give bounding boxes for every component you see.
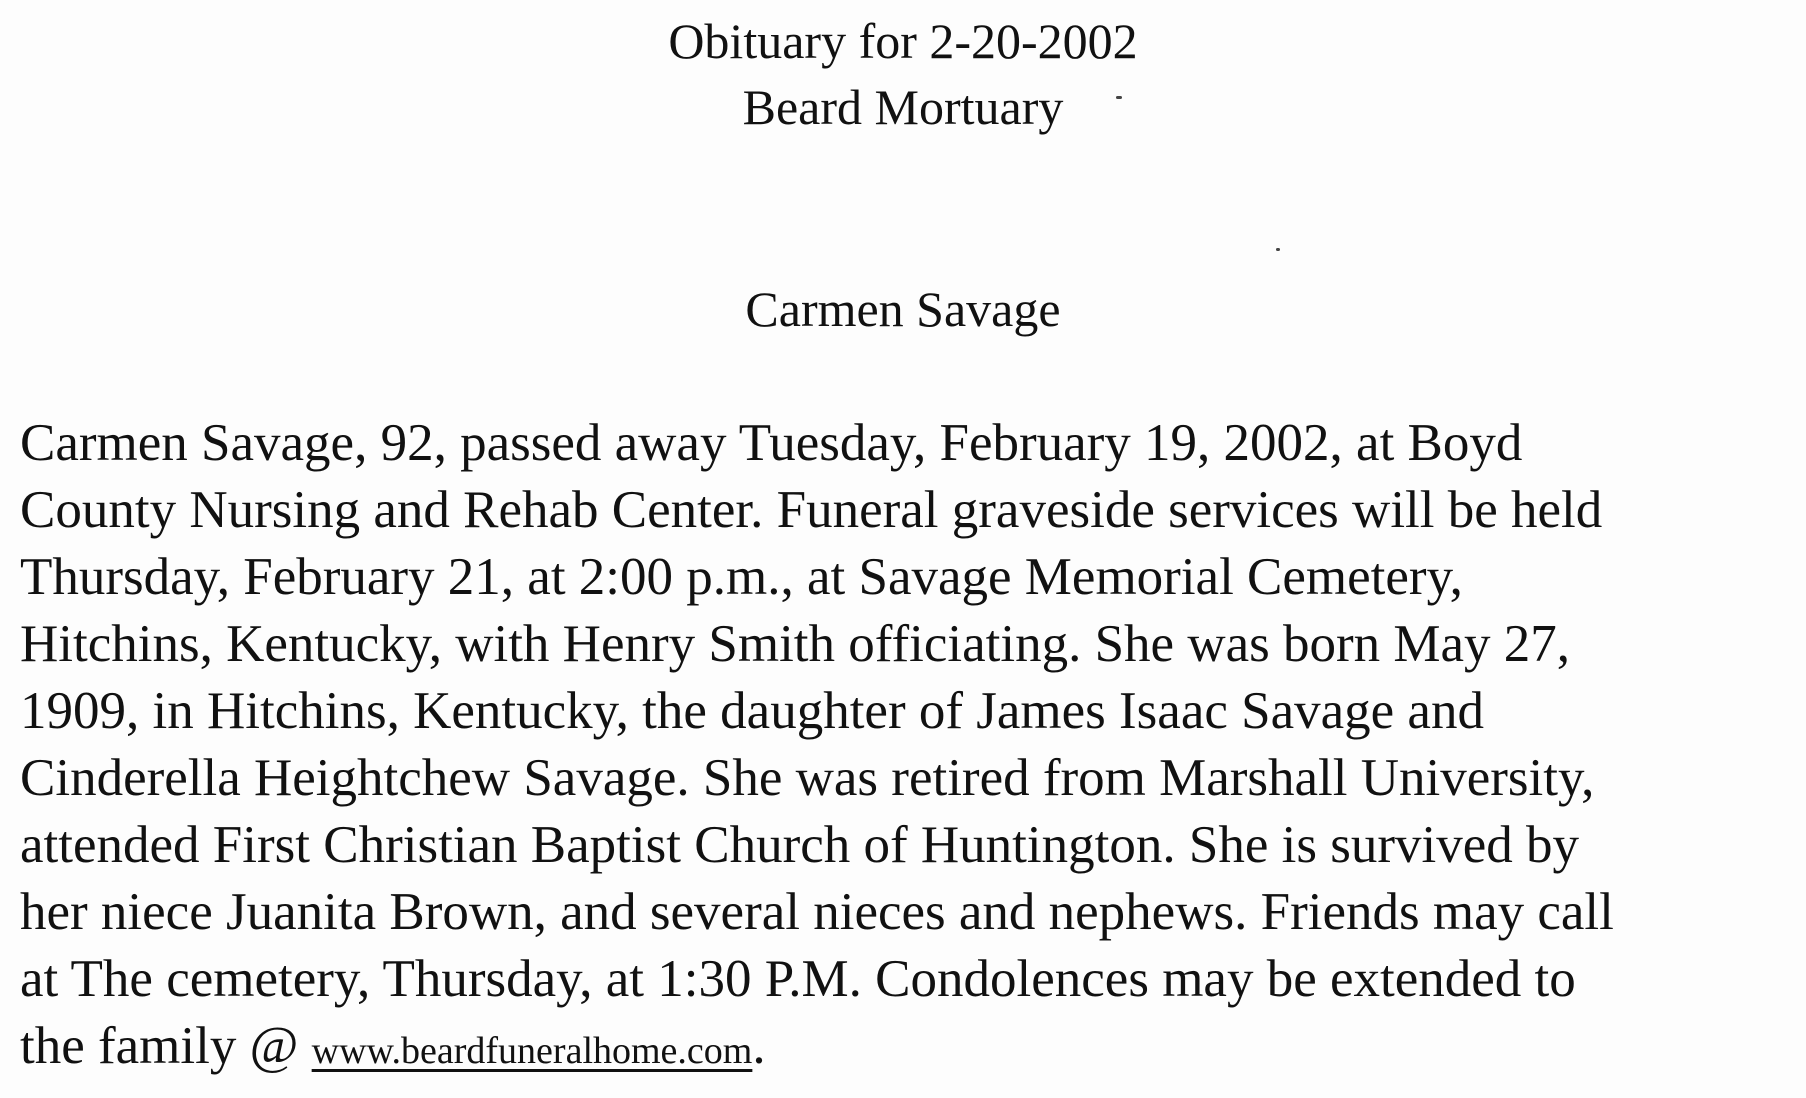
last-line-prefix: the family @: [20, 1017, 312, 1075]
obituary-last-line: [20, 1013, 1800, 1080]
obituary-line: 1909, in Hitchins, Kentucky, the daughter of James Isaac Savage and: [20, 682, 1484, 740]
obituary-line: Thursday, February 21, at 2:00 p.m., at Savage Memorial Cemetery,: [20, 548, 1463, 606]
last-line-suffix: .: [752, 1017, 766, 1075]
obituary-line: County Nursing and Rehab Center. Funeral graveside services will be held: [20, 481, 1603, 539]
obituary-line: Hitchins, Kentucky, with Henry Smith officiating. She was born May 27,: [20, 615, 1571, 673]
document-title: Obituary for 2-20-2002: [668, 13, 1138, 69]
obituary-line: at The cemetery, Thursday, at 1:30 P.M. Condolences may be extended to: [20, 950, 1576, 1008]
scan-speck: [1116, 96, 1122, 99]
obituary-line: her niece Juanita Brown, and several nieces and nephews. Friends may call: [20, 883, 1614, 941]
mortuary-name: Beard Mortuary: [742, 79, 1064, 135]
obituary-line: Carmen Savage, 92, passed away Tuesday, February 19, 2002, at Boyd: [20, 414, 1523, 472]
obituary-line: attended First Christian Baptist Church of Huntington. She is survived by: [20, 816, 1579, 874]
scan-speck: [1276, 248, 1280, 251]
website-link[interactable]: www.beardfuneralhome.com: [311, 1030, 753, 1072]
deceased-name: Carmen Savage: [745, 281, 1061, 337]
obituary-body: [20, 410, 1800, 1080]
obituary-line: Cinderella Heightchew Savage. She was retired from Marshall University,: [20, 749, 1595, 807]
